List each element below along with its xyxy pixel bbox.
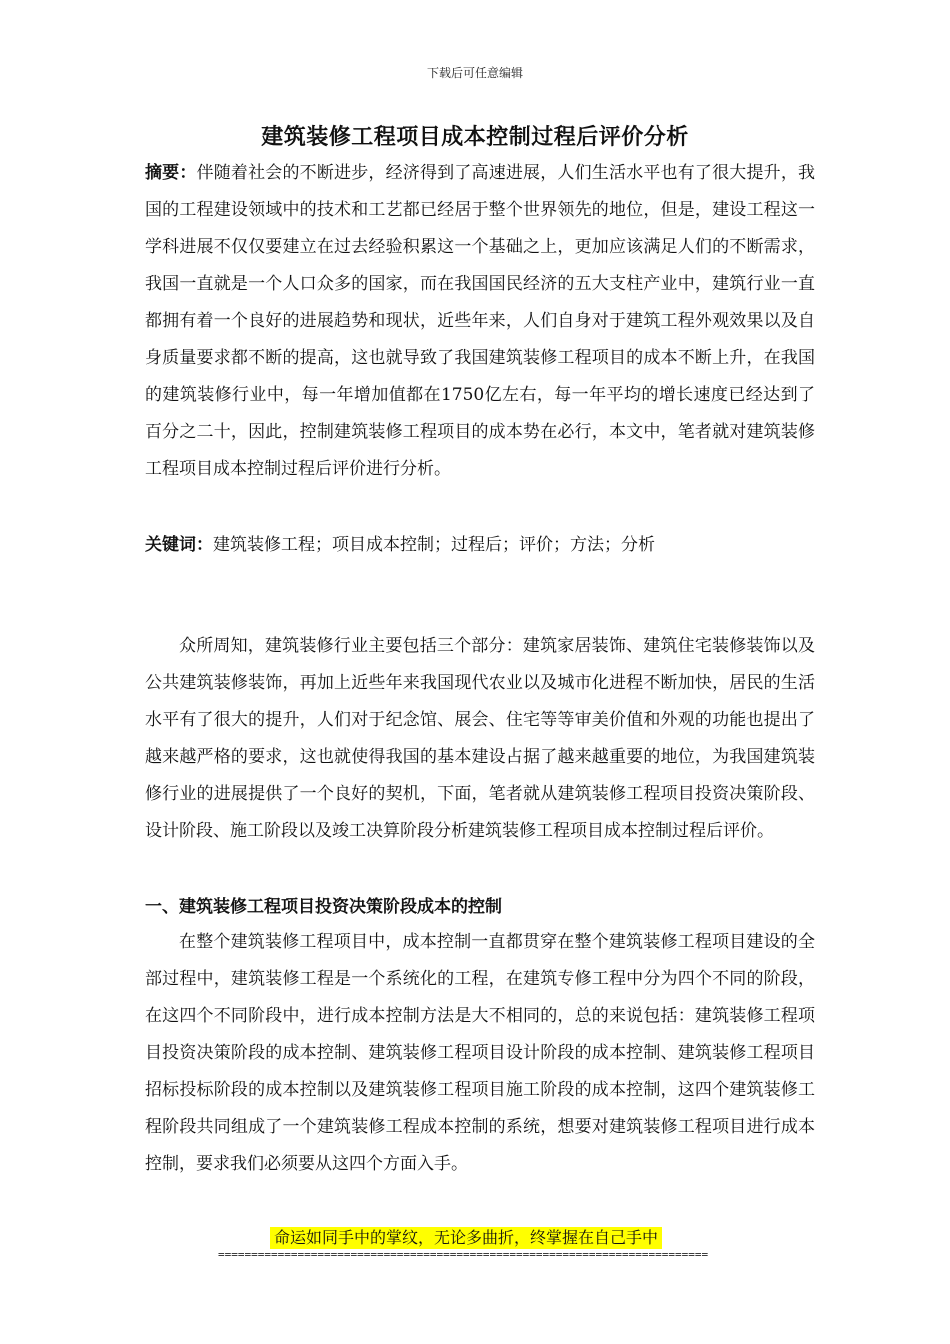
abstract-paragraph (145, 155, 815, 488)
section-1-heading: 一、建筑装修工程项目投资决策阶段成本的控制 (145, 897, 502, 917)
intro-paragraph: 众所周知，建筑装修行业主要包括三个部分：建筑家居装饰、建筑住宅装修装饰以及公共建筑装修装饰，再加上近些年来我国现代农业以及城市化进程不断加快，居民的生活水平有了很大的提升，人们对于纪念馆、展会、住宅等等审美价值和外观的功能也提出了越来越严格的要求，这也就使得我国的基本建设占据了越来越重要的地位，为我国建筑装修行业的进展提供了一个良好的契机，下面，笔者就从建筑装修工程项目投资决策阶段、设计阶段、施工阶段以及竣工决算阶段分析建筑装修工程项目成本控制过程后评价。 (145, 636, 815, 841)
section-1-paragraph: 在整个建筑装修工程项目中，成本控制一直都贯穿在整个建筑装修工程项目建设的全部过程中，建筑装修工程是一个系统化的工程，在建筑专修工程中分为四个不同的阶段，在这四个不同阶段中，进行成本控制方法是大不相同的，总的来说包括：建筑装修工程项目投资决策阶段的成本控制、建筑装修工程项目设计阶段的成本控制、建筑装修工程项目招标投标阶段的成本控制以及建筑装修工程项目施工阶段的成本控制，这四个建筑装修工程阶段共同组成了一个建筑装修工程成本控制的系统，想要对建筑装修工程项目进行成本控制，要求我们必须要从这四个方面入手。 (145, 932, 815, 1174)
keywords-label: 关键词： (145, 535, 213, 555)
document-title: 建筑装修工程项目成本控制过程后评价分析 (261, 124, 689, 150)
footer-divider: ========================================================================== (218, 1248, 709, 1261)
abstract-label: 摘要： (145, 163, 197, 183)
page-header-note: 下载后可任意编辑 (426, 66, 523, 80)
abstract-text: 伴随着社会的不断进步，经济得到了高速进展，人们生活水平也有了很大提升，我国的工程建设领域中的技术和工艺都已经居于整个世界领先的地位，但是，建设工程这一学科进展不仅仅要建立在过去经验积累这一个基础之上，更加应该满足人们的不断需求，我国一直就是一个人口众多的国家，而在我国国民经济的五大支柱产业中，建筑行业一直都拥有着一个良好的进展趋势和现状，近些年来，人们自身对于建筑工程外观效果以及自身质量要求都不断的提高，这也就导致了我国建筑装修工程项目的成本不断上升，在我国的建筑装修行业中，每一年增加值都在1750亿左右，每一年平均的增长速度已经达到了百分之二十，因此，控制建筑装修工程项目的成本势在必行，本文中，笔者就对建筑装修工程项目成本控制过程后评价进行分析。 (145, 163, 816, 479)
keywords-paragraph (145, 527, 815, 564)
footer-motto: 命运如同手中的掌纹，无论多曲折，终掌握在自己手中 (270, 1227, 662, 1249)
keywords-text: 建筑装修工程；项目成本控制；过程后；评价；方法；分析 (213, 535, 655, 555)
